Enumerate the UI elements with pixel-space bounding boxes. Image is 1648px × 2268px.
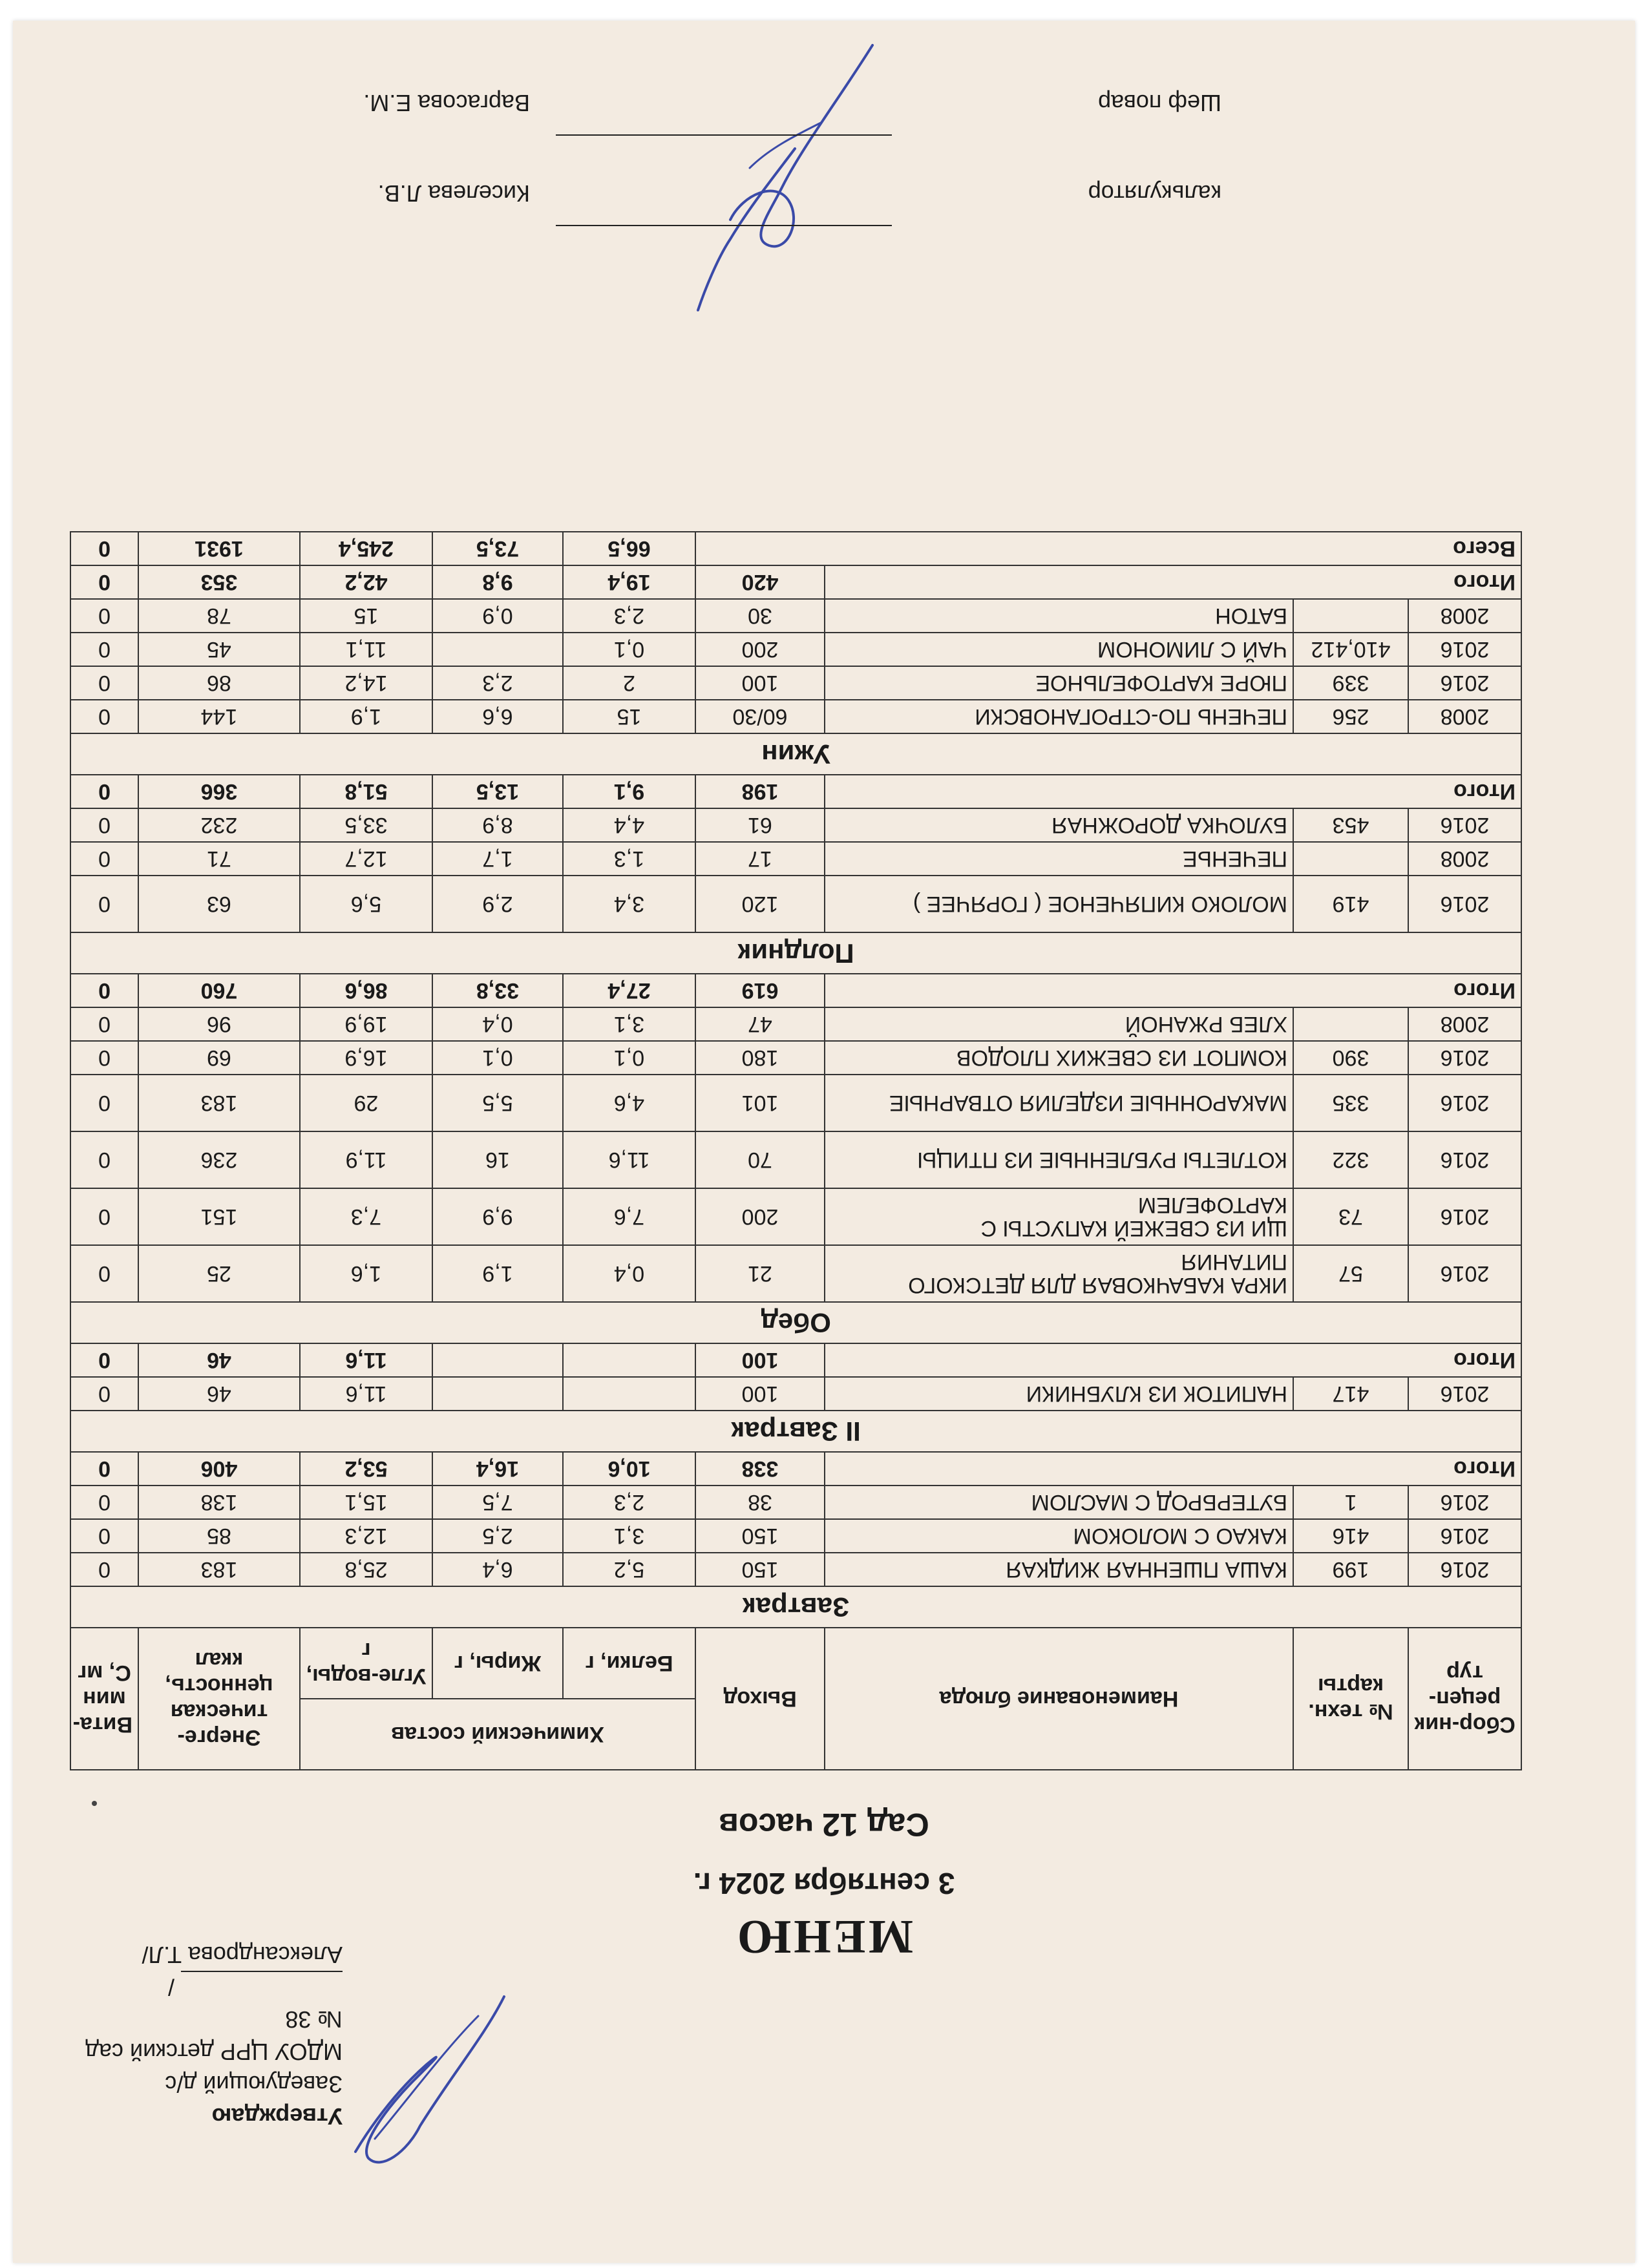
section-header-row (70, 1411, 1521, 1452)
cell-carbs: 1,6 (300, 1245, 432, 1302)
cell-energy: 78 (138, 599, 300, 633)
cell-card (1293, 1007, 1408, 1041)
cell-collection: 2008 (1408, 700, 1521, 733)
table-row (70, 1041, 1521, 1075)
cell-energy: 85 (138, 1519, 300, 1553)
table-row (70, 1075, 1521, 1131)
cell-protein: 2,3 (563, 1486, 695, 1519)
section-title: II Завтрак (70, 1411, 1521, 1452)
section-header-row (70, 733, 1521, 775)
cell-card: 419 (1293, 876, 1408, 932)
table-row (70, 1519, 1521, 1553)
table-row (70, 700, 1521, 733)
cell-carbs: 25,8 (300, 1553, 432, 1586)
cell-yield: 101 (695, 1075, 825, 1131)
cell-fat: 6,6 (432, 700, 563, 733)
cell-energy: 71 (138, 842, 300, 876)
cell-vitamin: 0 (70, 1007, 138, 1041)
cell-fat: 0,1 (432, 1041, 563, 1075)
cell-protein: 7,6 (563, 1188, 695, 1245)
grand-total-energy: 1931 (138, 532, 300, 565)
cell-energy: 25 (138, 1245, 300, 1302)
cell-dish: ЧАЙ С ЛИМОНОМ (825, 633, 1293, 666)
cell-carbs: 15 (300, 599, 432, 633)
cell-collection: 2016 (1408, 1131, 1521, 1188)
total-fat: 16,4 (432, 1452, 563, 1486)
cell-collection: 2016 (1408, 808, 1521, 842)
cell-energy: 69 (138, 1041, 300, 1075)
cell-yield: 47 (695, 1007, 825, 1041)
cell-carbs: 14,2 (300, 666, 432, 700)
cell-vitamin: 0 (70, 1188, 138, 1245)
table-row (70, 1245, 1521, 1302)
cell-fat: 2,5 (432, 1519, 563, 1553)
section-total-row (70, 775, 1521, 808)
header-card: № техн. карты (1293, 1628, 1408, 1770)
total-protein: 9,1 (563, 775, 695, 808)
header-protein: Белки, г (563, 1628, 695, 1699)
cell-protein: 2 (563, 666, 695, 700)
approval-name: /Александрова Т.Л/ (142, 1942, 343, 2000)
total-vitamin: 0 (70, 565, 138, 599)
cell-dish: МОЛОКО КИПЯЧЕНОЕ ( ГОРЯЧЕЕ ) (825, 876, 1293, 932)
cell-protein: 4,6 (563, 1075, 695, 1131)
cell-fat (432, 633, 563, 666)
cell-carbs: 12,7 (300, 842, 432, 876)
cell-dish: ПЮРЕ КАРТОФЕЛЬНОЕ (825, 666, 1293, 700)
cell-collection: 2016 (1408, 1245, 1521, 1302)
section-total-row (70, 565, 1521, 599)
cell-dish: КАША ПШЕННАЯ ЖИДКАЯ (825, 1553, 1293, 1586)
header-row-1 (70, 1699, 1521, 1770)
cell-collection: 2008 (1408, 842, 1521, 876)
cell-fat: 5,5 (432, 1075, 563, 1131)
signature-person: Киселева Л.В. (377, 180, 530, 207)
cell-yield: 200 (695, 1188, 825, 1245)
cell-dish: БАТОН (825, 599, 1293, 633)
total-energy: 353 (138, 565, 300, 599)
cell-dish: МАКАРОННЫЕ ИЗДЕЛИЯ ОТВАРНЫЕ (825, 1075, 1293, 1131)
total-energy: 366 (138, 775, 300, 808)
cell-protein: 11,6 (563, 1131, 695, 1188)
cell-card: 1 (1293, 1486, 1408, 1519)
cell-dish: КАКАО С МОЛОКОМ (825, 1519, 1293, 1553)
cell-fat: 2,9 (432, 876, 563, 932)
section-total-row (70, 974, 1521, 1007)
table-row (70, 842, 1521, 876)
header-vitamin: Вита-мин С, мг (70, 1628, 138, 1770)
approval-position: Заведующий д/с (165, 2071, 343, 2097)
cell-carbs: 5,6 (300, 876, 432, 932)
cell-carbs: 12,3 (300, 1519, 432, 1553)
cell-dish: ПЕЧЕНЬ ПО-СТРОГАНОВСКИ (825, 700, 1293, 733)
cell-carbs: 7,3 (300, 1188, 432, 1245)
total-protein (563, 1343, 695, 1377)
cell-collection: 2016 (1408, 1519, 1521, 1553)
cell-fat: 7,5 (432, 1486, 563, 1519)
cell-dish: КОМПОТ ИЗ СВЕЖИХ ПЛОДОВ (825, 1041, 1293, 1075)
cell-protein: 0,1 (563, 633, 695, 666)
cell-yield: 100 (695, 1377, 825, 1411)
grand-total-fat: 73,5 (432, 532, 563, 565)
cell-carbs: 29 (300, 1075, 432, 1131)
cell-collection: 2016 (1408, 1486, 1521, 1519)
total-protein: 19,4 (563, 565, 695, 599)
table-row (70, 1486, 1521, 1519)
cell-yield: 38 (695, 1486, 825, 1519)
table-row (70, 599, 1521, 633)
cell-carbs: 15,1 (300, 1486, 432, 1519)
table-row (70, 876, 1521, 932)
cell-dish: БУЛОЧКА ДОРОЖНАЯ (825, 808, 1293, 842)
cell-energy: 183 (138, 1553, 300, 1586)
signature-line (556, 134, 892, 136)
cell-protein: 3,1 (563, 1519, 695, 1553)
staff-signatures (317, 71, 1221, 252)
total-fat: 9,8 (432, 565, 563, 599)
section-total-row (70, 1343, 1521, 1377)
cell-energy: 138 (138, 1486, 300, 1519)
grand-total-vitamin: 0 (70, 532, 138, 565)
cell-carbs: 11,9 (300, 1131, 432, 1188)
total-yield: 198 (695, 775, 825, 808)
total-vitamin: 0 (70, 974, 138, 1007)
section-title: Обед (70, 1302, 1521, 1343)
cell-fat (432, 1377, 563, 1411)
cell-protein: 1,3 (563, 842, 695, 876)
cell-card (1293, 599, 1408, 633)
grand-total-label: Всего (695, 532, 1521, 565)
cell-card: 453 (1293, 808, 1408, 842)
menu-table-body (70, 532, 1521, 1628)
total-carbs: 11,6 (300, 1343, 432, 1377)
header-collection: Сбор-ник рецеп-тур (1408, 1628, 1521, 1770)
cell-energy: 232 (138, 808, 300, 842)
cell-yield: 120 (695, 876, 825, 932)
cell-carbs: 19,9 (300, 1007, 432, 1041)
total-fat: 13,5 (432, 775, 563, 808)
cell-vitamin: 0 (70, 1553, 138, 1586)
cell-protein: 15 (563, 700, 695, 733)
cell-vitamin: 0 (70, 1041, 138, 1075)
cell-fat: 2,3 (432, 666, 563, 700)
cell-carbs: 1,9 (300, 700, 432, 733)
cell-yield: 100 (695, 666, 825, 700)
cell-energy: 45 (138, 633, 300, 666)
total-yield: 100 (695, 1343, 825, 1377)
total-vitamin: 0 (70, 775, 138, 808)
cell-card: 57 (1293, 1245, 1408, 1302)
cell-yield: 60/30 (695, 700, 825, 733)
cell-vitamin: 0 (70, 666, 138, 700)
cell-energy: 96 (138, 1007, 300, 1041)
cell-collection: 2016 (1408, 1075, 1521, 1131)
table-row (70, 1188, 1521, 1245)
table-row (70, 808, 1521, 842)
total-label: Итого (825, 1452, 1521, 1486)
cell-card: 339 (1293, 666, 1408, 700)
title-block (0, 1799, 1648, 1964)
cell-fat: 16 (432, 1131, 563, 1188)
cell-collection: 2016 (1408, 633, 1521, 666)
cell-yield: 70 (695, 1131, 825, 1188)
cell-dish: ХЛЕБ РЖАНОЙ (825, 1007, 1293, 1041)
approval-organization: МДОУ ЦРР детский сад № 38 (85, 2006, 343, 2065)
cell-card: 335 (1293, 1075, 1408, 1131)
cell-collection: 2016 (1408, 1188, 1521, 1245)
section-header-row (70, 1586, 1521, 1628)
total-energy: 406 (138, 1452, 300, 1486)
document-date: 3 сентября 2024 г. (693, 1867, 955, 1900)
total-energy: 46 (138, 1343, 300, 1377)
cell-vitamin: 0 (70, 1245, 138, 1302)
total-label: Итого (825, 775, 1521, 808)
cell-vitamin: 0 (70, 1075, 138, 1131)
cell-carbs: 11,6 (300, 1377, 432, 1411)
cell-yield: 21 (695, 1245, 825, 1302)
cell-protein: 0,1 (563, 1041, 695, 1075)
grand-total-protein: 66,5 (563, 532, 695, 565)
cell-protein: 2,3 (563, 599, 695, 633)
cell-card: 410,412 (1293, 633, 1408, 666)
cell-collection: 2016 (1408, 666, 1521, 700)
cell-yield: 180 (695, 1041, 825, 1075)
cell-yield: 150 (695, 1553, 825, 1586)
table-row (70, 1377, 1521, 1411)
cell-energy: 46 (138, 1377, 300, 1411)
cell-card: 417 (1293, 1377, 1408, 1411)
cell-dish: БУТЕРБРОД С МАСЛОМ (825, 1486, 1293, 1519)
signature-person: Варгасова Е.М. (363, 90, 530, 116)
cell-vitamin: 0 (70, 808, 138, 842)
cell-yield: 17 (695, 842, 825, 876)
cell-dish: КОТЛЕТЫ РУБЛЕННЫЕ ИЗ ПТИЦЫ (825, 1131, 1293, 1188)
section-title: Полдник (70, 932, 1521, 974)
cell-carbs: 11,1 (300, 633, 432, 666)
menu-table (70, 531, 1522, 1770)
cell-protein: 4,4 (563, 808, 695, 842)
total-carbs: 86,6 (300, 974, 432, 1007)
cell-fat: 0,4 (432, 1007, 563, 1041)
cell-card: 322 (1293, 1131, 1408, 1188)
cell-fat: 9,9 (432, 1188, 563, 1245)
total-vitamin: 0 (70, 1452, 138, 1486)
cell-vitamin: 0 (70, 842, 138, 876)
cell-card: 390 (1293, 1041, 1408, 1075)
cell-collection: 2016 (1408, 1553, 1521, 1586)
cell-collection: 2008 (1408, 599, 1521, 633)
cell-protein: 5,2 (563, 1553, 695, 1586)
cell-collection: 2016 (1408, 1377, 1521, 1411)
signature-row (317, 71, 1221, 162)
cell-yield: 150 (695, 1519, 825, 1553)
cell-energy: 183 (138, 1075, 300, 1131)
signature-row (317, 162, 1221, 252)
approval-title: Утверждаю (211, 2103, 343, 2130)
total-label: Итого (825, 1343, 1521, 1377)
cell-fat: 8,9 (432, 808, 563, 842)
cell-carbs: 33,5 (300, 808, 432, 842)
document-subtitle: Сад 12 часов (719, 1807, 929, 1843)
cell-card: 199 (1293, 1553, 1408, 1586)
total-label: Итого (825, 974, 1521, 1007)
table-row (70, 633, 1521, 666)
cell-vitamin: 0 (70, 1486, 138, 1519)
section-header-row (70, 932, 1521, 974)
cell-energy: 144 (138, 700, 300, 733)
document-title: МЕНЮ (734, 1910, 914, 1963)
cell-energy: 236 (138, 1131, 300, 1188)
cell-energy: 151 (138, 1188, 300, 1245)
section-header-row (70, 1302, 1521, 1343)
signature-role: Шеф повар (1098, 90, 1221, 116)
total-fat (432, 1343, 563, 1377)
section-title: Завтрак (70, 1586, 1521, 1628)
cell-vitamin: 0 (70, 633, 138, 666)
approval-signature-icon (330, 1984, 523, 2178)
cell-fat: 1,7 (432, 842, 563, 876)
cell-protein: 3,1 (563, 1007, 695, 1041)
approval-signature-line (181, 1971, 343, 1998)
header-chemical-composition: Химический состав (300, 1699, 695, 1770)
cell-dish: ЩИ ИЗ СВЕЖЕЙ КАПУСТЫ С КАРТОФЕЛЕМ (825, 1188, 1293, 1245)
total-fat: 33,8 (432, 974, 563, 1007)
cell-card: 73 (1293, 1188, 1408, 1245)
signature-line (556, 225, 892, 226)
cell-yield: 30 (695, 599, 825, 633)
cell-protein: 3,4 (563, 876, 695, 932)
total-carbs: 42,2 (300, 565, 432, 599)
cell-vitamin: 0 (70, 1377, 138, 1411)
cell-fat: 6,4 (432, 1553, 563, 1586)
total-protein: 10,6 (563, 1452, 695, 1486)
cell-dish: ПЕЧЕНЬЕ (825, 842, 1293, 876)
cell-vitamin: 0 (70, 876, 138, 932)
cell-collection: 2016 (1408, 876, 1521, 932)
table-row (70, 1553, 1521, 1586)
total-yield: 420 (695, 565, 825, 599)
total-vitamin: 0 (70, 1343, 138, 1377)
table-row (70, 1131, 1521, 1188)
total-carbs: 53,2 (300, 1452, 432, 1486)
cell-yield: 200 (695, 633, 825, 666)
total-carbs: 51,8 (300, 775, 432, 808)
header-carbs: Угле-воды, г (300, 1628, 432, 1699)
cell-protein: 0,4 (563, 1245, 695, 1302)
cell-dish: НАПИТОК ИЗ КЛУБНИКИ (825, 1377, 1293, 1411)
cell-protein (563, 1377, 695, 1411)
cell-dish: ИКРА КАБАЧКОВАЯ ДЛЯ ДЕТСКОГО ПИТАНИЯ (825, 1245, 1293, 1302)
cell-yield: 61 (695, 808, 825, 842)
header-dish: Наименование блюда (825, 1628, 1293, 1770)
table-row (70, 666, 1521, 700)
total-protein: 27,4 (563, 974, 695, 1007)
section-total-row (70, 1452, 1521, 1486)
cell-card: 256 (1293, 700, 1408, 733)
table-row (70, 1007, 1521, 1041)
total-yield: 619 (695, 974, 825, 1007)
approval-block (58, 1938, 343, 2132)
cell-vitamin: 0 (70, 1131, 138, 1188)
cell-vitamin: 0 (70, 599, 138, 633)
signature-role: калькулятор (1088, 180, 1221, 207)
cell-vitamin: 0 (70, 700, 138, 733)
cell-energy: 63 (138, 876, 300, 932)
cell-carbs: 16,9 (300, 1041, 432, 1075)
cell-fat: 0,9 (432, 599, 563, 633)
header-energy: Энерге-тическая ценность, ккал (138, 1628, 300, 1770)
total-yield: 338 (695, 1452, 825, 1486)
cell-fat: 1,9 (432, 1245, 563, 1302)
cell-card: 416 (1293, 1519, 1408, 1553)
grand-total-carbs: 245,4 (300, 532, 432, 565)
cell-card (1293, 842, 1408, 876)
header-fat: Жиры, г (432, 1628, 563, 1699)
cell-energy: 86 (138, 666, 300, 700)
total-label: Итого (825, 565, 1521, 599)
header-yield: Выход (695, 1628, 825, 1770)
cell-collection: 2016 (1408, 1041, 1521, 1075)
grand-total-row (70, 532, 1521, 565)
cell-collection: 2008 (1408, 1007, 1521, 1041)
total-energy: 760 (138, 974, 300, 1007)
cell-vitamin: 0 (70, 1519, 138, 1553)
section-title: Ужин (70, 733, 1521, 775)
